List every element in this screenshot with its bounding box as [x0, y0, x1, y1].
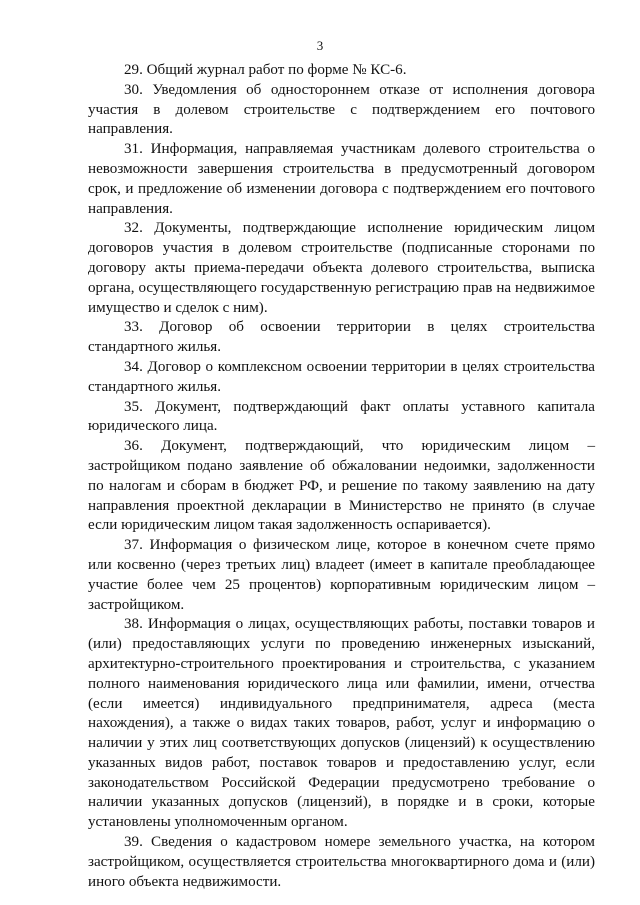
page-number: 3	[316, 38, 324, 53]
paragraph-29: 29. Общий журнал работ по форме № КС-6.	[124, 62, 407, 78]
paragraph-34: 34. Договор о комплексном освоении территории в целях строительства стандартного жилья.	[88, 358, 595, 395]
paragraph-33: 33. Договор об освоении территории в целях строительства стандартного жилья.	[88, 319, 595, 356]
paragraph-36: 36. Документ, подтверждающий, что юридическим лицом – застройщиком подано заявление об обжаловании недоимки, задолженности по налогам и сборам в бюджет РФ, и решение по такому заявлению на дату направления проектной декларации в Министерство не принято (в случае если юридическим лицом такая задолженность оспаривается).	[88, 438, 595, 534]
paragraph-39: 39. Сведения о кадастровом номере земельного участка, на котором застройщиком, осуществляется строительства многоквартирного дома и (или) иного объекта недвижимости.	[88, 834, 595, 890]
paragraph-37: 37. Информация о физическом лице, которое в конечном счете прямо или косвенно (через третьих лиц) владеет (имеет в капитале преобладающее участие более чем 25 процентов) корпоративным юридическим лицом – застройщиком.	[88, 537, 595, 613]
paragraph-38: 38. Информация о лицах, осуществляющих работы, поставки товаров и (или) предоставляющих услуги по проведению инженерных изысканий, архитектурно-строительного проектирования и строительства, с указанием полного наименования юридического лица или фамилии, имени, отчества (если имеется) индивидуального предпринимателя, адреса (места нахождения), а также о видах таких товаров, работ, услуг и информацию о наличии у этих лиц соответствующих допусков (лицензий) к осуществлению указанных видов работ, поставок товаров и предоставлению услуг, если законодательством Российской Федерации предусмотрено требование о наличии указанных допусков (лицензий), в порядке и в сроки, которые установлены уполномоченным органом.	[88, 616, 595, 831]
paragraph-32: 32. Документы, подтверждающие исполнение юридическим лицом договоров участия в долевом строительстве (подписанные сторонами по договору акты приема-передачи объекта долевого строительства, выписка органа, осуществляющего государственную регистрацию прав на недвижимое имущество и сделок с ним).	[88, 220, 595, 316]
paragraph-31: 31. Информация, направляемая участникам долевого строительства о невозможности завершения строительства в предусмотренный договором срок, и предложение об изменении договора с подтверждением его почтового направления.	[88, 141, 595, 217]
paragraph-30: 30. Уведомления об одностороннем отказе от исполнения договора участия в долевом строительстве с подтверждением его почтового направления.	[88, 81, 595, 138]
document-body	[88, 61, 595, 892]
paragraph-35: 35. Документ, подтверждающий факт оплаты уставного капитала юридического лица.	[88, 398, 595, 435]
